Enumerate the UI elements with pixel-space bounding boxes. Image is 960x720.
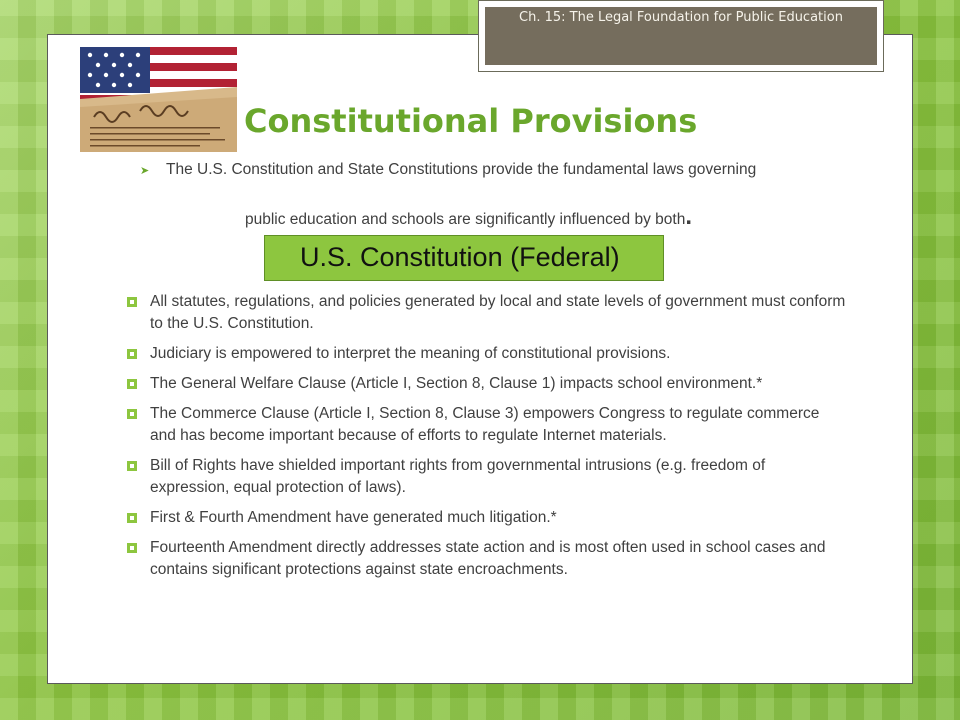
arrowhead-icon: ➤ <box>140 165 150 177</box>
chapter-label: Ch. 15: The Legal Foundation for Public Education <box>485 7 877 65</box>
green-square-bullet-icon <box>126 348 138 360</box>
green-square-bullet-icon <box>126 296 138 308</box>
green-square-bullet-icon <box>126 542 138 554</box>
chapter-tab <box>478 0 884 72</box>
green-square-bullet-icon <box>126 378 138 390</box>
list-item <box>126 537 846 581</box>
list-item <box>126 291 846 335</box>
list-item <box>126 373 846 395</box>
green-square-bullet-icon <box>126 408 138 420</box>
bullet-text: The Commerce Clause (Article I, Section 8, Clause 3) empowers Congress to regulate commerce and has become important because of efforts to regulate Internet materials. <box>150 405 820 444</box>
intro-text-line2-body: public education and schools are significantly influenced by both <box>245 211 686 228</box>
green-square-bullet-icon <box>126 512 138 524</box>
flag-constitution-image <box>80 47 237 152</box>
list-item <box>126 343 846 365</box>
green-square-bullet-icon <box>126 460 138 472</box>
bullet-text: The General Welfare Clause (Article I, Section 8, Clause 1) impacts school environment.* <box>150 375 763 392</box>
bullet-text: Judiciary is empowered to interpret the meaning of constitutional provisions. <box>150 345 671 362</box>
list-item <box>126 455 846 499</box>
list-item <box>126 403 846 447</box>
bullet-text: Bill of Rights have shielded important rights from governmental intrusions (e.g. freedom of expression, equal protection of laws). <box>150 457 766 496</box>
list-item <box>126 507 846 529</box>
intro-period: . <box>685 203 692 230</box>
intro-text-line1: The U.S. Constitution and State Constitutions provide the fundamental laws governing <box>166 161 757 178</box>
intro-text-line2 <box>245 203 692 231</box>
federal-heading: U.S. Constitution (Federal) <box>300 242 620 272</box>
bullet-list <box>126 291 846 589</box>
bullet-text: Fourteenth Amendment directly addresses state action and is most often used in school cases and contains significant protections against state encroachments. <box>150 539 826 578</box>
slide-title: Constitutional Provisions <box>244 102 698 140</box>
bullet-text: First & Fourth Amendment have generated much litigation.* <box>150 509 557 526</box>
bullet-text: All statutes, regulations, and policies generated by local and state levels of government must conform to the U.S. Constitution. <box>150 293 846 332</box>
